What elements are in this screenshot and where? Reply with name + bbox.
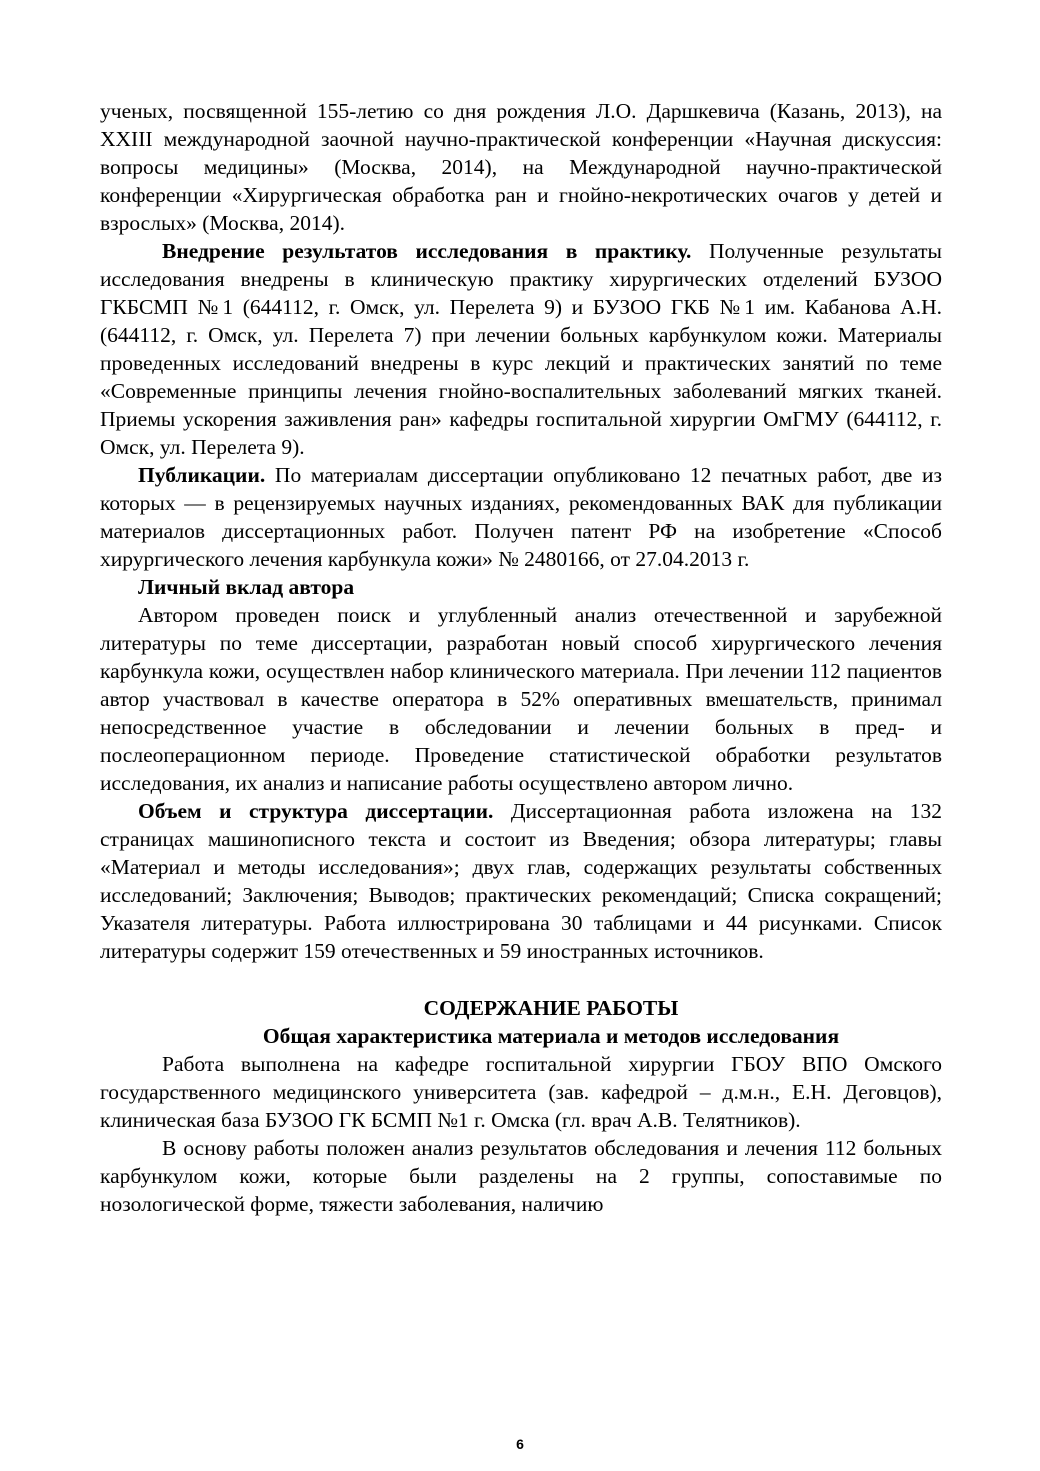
publications-text: По материалам диссертации опубликовано 12 печатных работ, две из которых — в рецензируемых научных изданиях, рекомендованных ВАК для публикации материалов диссертационных работ. Получен патент РФ на изобретение «Способ хирургического лечения карбункула кожи» № 2480166, от 27.04.2013 г.	[100, 463, 942, 571]
implementation-text: Полученные результаты исследования внедрены в клиническую практику хирургических отделений БУЗОО ГКБСМП №1 (644112, г. Омск, ул. Перелета 9) и БУЗОО ГКБ №1 им. Кабанова А.Н. (644112, г. Омск, ул. Перелета 7) при лечении больных карбункулом кожи. Материалы проведенных исследований внедрены в курс лекций и практических занятий по теме «Современные принципы лечения гнойно-воспалительных заболеваний мягких тканей. Приемы ускорения заживления ран» кафедры госпитальной хирургии ОмГМУ (644112, г. Омск, ул. Перелета 9).	[100, 239, 942, 459]
paragraph-personal-contribution: Автором проведен поиск и углубленный анализ отечественной и зарубежной литературы по теме диссертации, разработан новый способ хирургического лечения карбункула кожи, осуществлен набор клинического материала. При лечении 112 пациентов автор участвовал в качестве оператора в 52% оперативных вмешательств, принимал непосредственное участие в обследовании и лечении больных в пред- и послеоперационном периоде. Проведение статистической обработки результатов исследования, их анализ и написание работы осуществлено автором лично.	[100, 603, 942, 795]
paragraph-study-basis: В основу работы положен анализ результатов обследования и лечения 112 больных карбункулом кожи, которые были разделены на 2 группы, сопоставимые по нозологической форме, тяжести заболевания, наличию	[100, 1136, 942, 1216]
section-title: СОДЕРЖАНИЕ РАБОТЫ	[423, 996, 679, 1020]
paragraph-department: Работа выполнена на кафедре госпитальной хирургии ГБОУ ВПО Омского государственного медицинского университета (зав. кафедрой – д.м.н., Е.Н. Деговцов), клиническая база БУЗОО ГК БСМП №1 г. Омска (гл. врач А.В. Телятников).	[100, 1052, 942, 1132]
subsection-title: Общая характеристика материала и методов исследования	[262, 1024, 840, 1048]
personal-contribution-heading: Личный вклад автора	[138, 575, 355, 599]
paragraph-conferences: ученых, посвященной 155-летию со дня рождения Л.О. Даршкевича (Казань, 2013), на XXIII международной заочной научно-практической конференции «Научная дискуссия: вопросы медицины» (Москва, 2014), на Международной научно-практической конференции «Хирургическая обработка ран и гнойно-некротических очагов у детей и взрослых» (Москва, 2014).	[100, 99, 942, 235]
paragraph-implementation	[100, 237, 942, 461]
publications-lead: Публикации.	[138, 463, 266, 487]
structure-lead: Объем и структура диссертации.	[138, 799, 494, 823]
implementation-lead: Внедрение результатов исследования в практику.	[162, 239, 692, 263]
paragraph-structure	[100, 797, 942, 965]
structure-text: Диссертационная работа изложена на 132 страницах машинописного текста и состоит из Введения; обзора литературы; главы «Материал и методы исследования»; двух глав, содержащих результаты собственных исследований; Заключения; Выводов; практических рекомендаций; Списка сокращений; Указателя литературы. Работа иллюстрирована 30 таблицами и 44 рисунками. Список литературы содержит 159 отечественных и 59 иностранных источников.	[100, 799, 942, 963]
page-number: 6	[516, 1436, 524, 1452]
document-page	[100, 97, 942, 1218]
paragraph-publications	[100, 461, 942, 573]
